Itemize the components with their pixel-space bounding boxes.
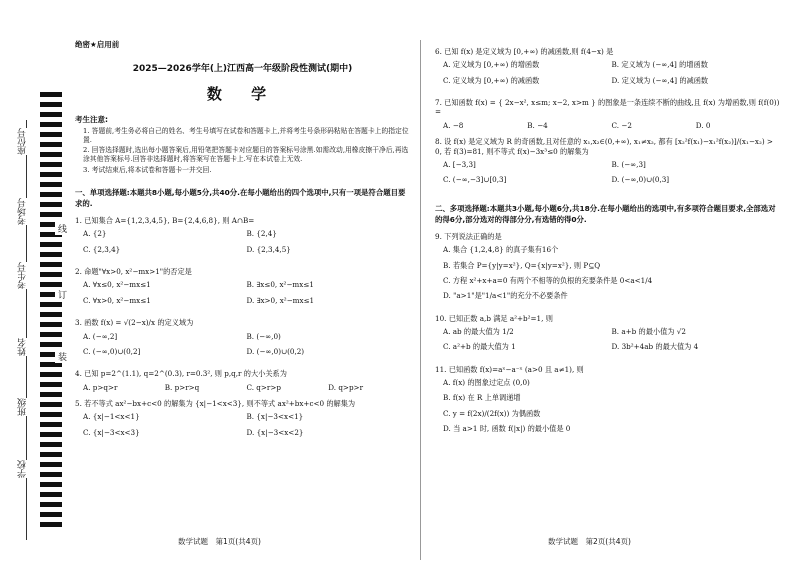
- question: [435, 232, 780, 307]
- questions-left: [75, 216, 410, 443]
- question: [435, 314, 780, 358]
- mark-line: 线: [56, 224, 66, 233]
- question-stem: 8. 设 f(x) 是定义域为 R 的奇函数,且对任意的 x₁,x₂∈(0,+∞), x₁≠x₂, 都有 [x₂²f(x₁)−x₁²f(x₂)]/(x₁−x₂) > 0, 若 f(3)=81, 则不等式 f(x)−3x³≤0 的解集为: [435, 137, 773, 156]
- option: C. y = f(2x)/(2f(x)) 为偶函数: [443, 408, 541, 418]
- option-list: [443, 378, 780, 439]
- notice-heading: 考生注意:: [75, 114, 108, 124]
- option: A. {2}: [83, 229, 107, 239]
- question: [75, 318, 410, 362]
- option: D. 定义域为 (−∞,4] 的减函数: [611, 75, 709, 85]
- question-stem: 11. 已知函数 f(x)=aˣ−a⁻ˣ (a>0 且 a≠1), 则: [435, 364, 584, 374]
- left-column: [75, 40, 410, 443]
- option: C. {x|−3<x<3}: [83, 427, 140, 437]
- label-examinee: 考生号: [18, 262, 28, 289]
- option: D. {x|−3<x<2}: [246, 427, 304, 437]
- option: A. −8: [443, 120, 464, 130]
- option: B. a+b 的最小值为 √2: [611, 326, 686, 336]
- section-1-title: 一、单项选择题:本题共8小题,每小题5分,共40分.在每小题给出的四个选项中,只有一项是符合题目要求的.: [75, 187, 406, 208]
- question: [75, 369, 410, 392]
- section-2-title: 二、多项选择题:本题共3小题,每小题6分,共18分.在每小题给出的选项中,有多项符合题目要求,全部选对的得6分,部分选对的得部分分,有选错的得0分.: [435, 203, 776, 224]
- question-stem: 5. 若不等式 ax²−bx+c<0 的解集为 {x|−1<x<3}, 则不等式 ax²+bx+c<0 的解集为: [75, 399, 356, 408]
- option: A. (−∞,2]: [83, 331, 118, 341]
- option: C. a²+b 的最大值为 1: [443, 342, 516, 352]
- footer-left: 数学试题 第1页(共4页): [178, 537, 261, 546]
- option: D. (−∞,0)∪(0,2): [246, 346, 305, 356]
- option: A. p>q>r: [83, 382, 118, 392]
- option-list: [443, 60, 780, 91]
- label-room: 考场号: [18, 198, 28, 225]
- option: C. ∀x>0, x²−mx≤1: [83, 295, 151, 305]
- notice-item: 1. 答题前,考生务必将自己的姓名、考生号填写在试卷和答题卡上,并将考生号条形码粘贴在答题卡上的指定位置.: [83, 126, 409, 144]
- questions-right-1: [435, 47, 780, 191]
- question: [75, 216, 410, 260]
- binding-margin: [0, 0, 65, 579]
- question-stem: 6. 已知 f(x) 是定义域为 [0,+∞) 的减函数,则 f(4−x) 是: [435, 47, 614, 56]
- page-divider: [420, 40, 421, 560]
- option: A. ∀x≤0, x²−mx≤1: [83, 280, 151, 290]
- option-list: [83, 332, 410, 363]
- exam-title: 2025—2026学年(上)江西高一年级阶段性测试(期中): [132, 63, 353, 74]
- question: [435, 137, 780, 190]
- option: D. {2,3,4,5}: [246, 244, 291, 254]
- mark-order: 订: [56, 290, 66, 299]
- barcode-stripes: [40, 92, 62, 532]
- option: D. 0: [695, 120, 711, 130]
- option: A. [−3,3]: [443, 159, 476, 169]
- option: B. {2,4}: [246, 229, 277, 239]
- option-list: [443, 245, 780, 306]
- question-stem: 1. 已知集合 A={1,2,3,4,5}, B={2,4,6,8}, 则 A∩B=: [75, 216, 255, 226]
- question-stem: 3. 函数 f(x) = √(2−x)/x 的定义域为: [75, 318, 194, 328]
- option-list: [83, 383, 410, 392]
- question: [435, 47, 780, 91]
- option: D. 3b²+4ab 的最大值为 4: [611, 342, 699, 352]
- subject-title: 数 学: [206, 85, 279, 104]
- option: B. 若集合 P={y|y=x²}, Q={x|y=x²}, 则 P⊆Q: [443, 260, 601, 270]
- option: C. −2: [611, 120, 632, 130]
- question-stem: 10. 已知正数 a,b 满足 a²+b²=1, 则: [435, 313, 553, 323]
- question: [75, 267, 410, 311]
- secret-mark: 绝密★启用前: [75, 40, 120, 49]
- question-stem: 4. 已知 p=2^(1.1), q=2^(0.3), r=0.3², 则 p,q,r 的大小关系为: [75, 369, 287, 379]
- label-name: 姓名: [18, 338, 28, 356]
- questions-right-2: [435, 232, 780, 440]
- option: B. −4: [527, 120, 548, 130]
- option: D. ∃x>0, x²−mx≤1: [246, 295, 315, 305]
- question: [435, 365, 780, 440]
- option-list: [83, 412, 410, 443]
- option: B. (−∞,0): [246, 331, 281, 341]
- option: D. "a>1"是"1/a<1"的充分不必要条件: [443, 291, 568, 301]
- option: A. f(x) 的图象过定点 (0,0): [443, 378, 530, 388]
- option: D. (−∞,0)∪(0,3]: [611, 175, 670, 185]
- label-school: 学校: [18, 460, 28, 478]
- option: A. ab 的最大值为 1/2: [443, 326, 514, 336]
- option: B. {x|−3<x<1}: [246, 412, 304, 422]
- mark-bind: 装: [56, 352, 66, 361]
- question-stem: 9. 下列说法正确的是: [435, 231, 502, 241]
- option: A. 定义域为 [0,+∞) 的增函数: [443, 60, 540, 70]
- option: C. 方程 x²+x+a=0 有两个不相等的负根的充要条件是 0<a<1/4: [443, 275, 653, 285]
- option: B. (−∞,3]: [611, 159, 646, 169]
- option: B. f(x) 在 R 上单调递增: [443, 393, 521, 403]
- option-list: [83, 229, 410, 260]
- option: B. p>r>q: [164, 382, 200, 392]
- question: [435, 98, 780, 130]
- notice-item: 3. 考试结束后,将本试卷和答题卡一并交回.: [83, 166, 212, 174]
- option: A. {x|−1<x<1}: [83, 412, 140, 422]
- footer-right: 数学试题 第2页(共4页): [548, 537, 631, 546]
- question-stem: 2. 命题"∀x>0, x²−mx>1"的否定是: [75, 267, 192, 277]
- option: A. 集合 {1,2,4,8} 的真子集有16个: [443, 245, 559, 255]
- option: C. 定义域为 [0,+∞) 的减函数: [443, 75, 540, 85]
- notice-item: 2. 回答选择题时,选出每小题答案后,用铅笔把答题卡对应题目的答案标号涂黑.如需改动,用橡皮擦干净后,再选涂其他答案标号.回答非选择题时,将答案写在答题卡上.写在本试卷上无效.: [83, 146, 409, 164]
- option: D. 当 a>1 时, 函数 f(|x|) 的最小值是 0: [443, 424, 571, 434]
- option-list: [443, 327, 780, 358]
- option: B. 定义域为 (−∞,4] 的增函数: [611, 60, 708, 70]
- option-list: [443, 160, 780, 191]
- label-class: 班级: [18, 398, 28, 416]
- right-column: [435, 40, 780, 439]
- option: D. q>p>r: [328, 382, 364, 392]
- option: B. ∃x≤0, x²−mx≤1: [246, 280, 314, 290]
- option-list: [443, 121, 780, 130]
- option: C. (−∞,−3]∪[0,3]: [443, 175, 507, 185]
- notice-list: [75, 127, 410, 175]
- question-stem: 7. 已知函数 f(x) = { 2x−x², x≤m; x−2, x>m } 的图象是一条连续不断的曲线,且 f(x) 为增函数,则 f(f(0)) =: [435, 98, 780, 117]
- option: C. {2,3,4}: [83, 244, 121, 254]
- label-seat: 座位号: [18, 128, 28, 155]
- option: C. q>r>p: [246, 382, 281, 392]
- option: C. (−∞,0)∪(0,2]: [83, 346, 141, 356]
- question: [75, 399, 410, 443]
- option-list: [83, 280, 410, 311]
